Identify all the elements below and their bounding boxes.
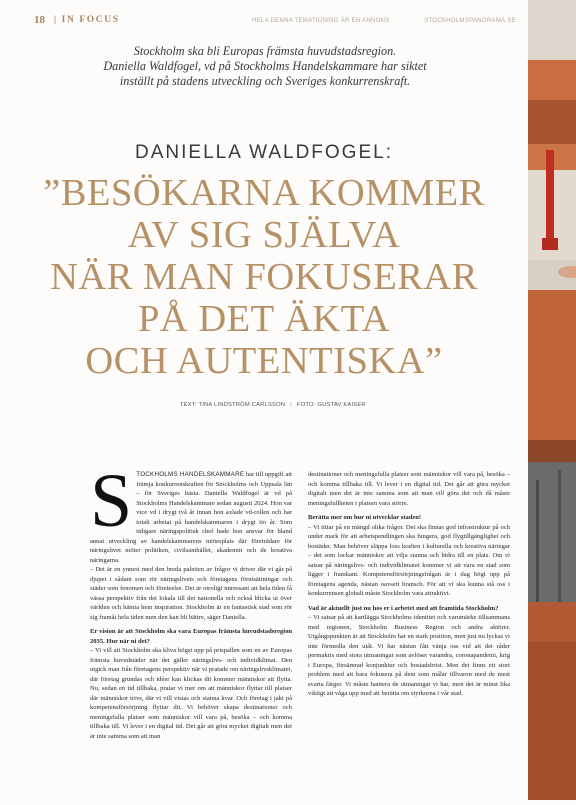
header-disclaimer: HELA DENNA TEMATIDNING ÄR EN ANNONS (252, 18, 390, 24)
section-label: | IN FOCUS (54, 15, 120, 25)
headline-line: OCH AUTENTISKA” (85, 340, 443, 382)
running-header (34, 14, 518, 29)
intro-line: inställt på stadens utveckling och Sveriges konkurrenskraft. (119, 74, 411, 88)
interview-answer: – Vi satsar på att kartlägga Stockholms identitet och varumärke tillsammans med regionen, Stockholm Business Region och andra aktörer. Utgångspunkten är att Stockholm har en stark position, men just nu lyckas vi inte förmedla den utåt. Vi har nästan fått vänja oss vid att det råder permakris med stora utmaningar som avlöser varandra, coronapandemi, krig i Europa, försämrad konjunktur och bostadsbrist. Men det finns ett stort problem med att bara fokusera på dem som målar tillvaron med de mest svarta färger. Vi måste hantera de utmaningar vi har, men det är minst lika viktigt att våga upp med att berätta om styrkorna i vår stad. (308, 614, 510, 697)
intro-line: Stockholm ska bli Europas främsta huvudstadsregion. (133, 44, 397, 58)
text-credit: TEXT: TINA LINDSTRÖM CARLSSON (180, 402, 286, 408)
headline-quote (0, 172, 528, 382)
drop-cap: S (90, 459, 133, 543)
interview-question: Vad är aktuellt just nu hos er i arbetet med att framtida Stockholm? (308, 604, 499, 612)
interview-answer-continued: destinationer och meningsfulla platser som människor vill vara på, besöka – och komma tillbaka till. Vi lever i en digital tid. Det går att göra mycket digitalt men det är inte samma som att man vill göra det och då måste meningsfullheten i platsen vara större. (308, 471, 510, 507)
body-column-left (90, 459, 292, 740)
interview-question: Er vision är att Stockholm ska vara Europas främsta huvudstadsregion 2035. Hur når ni det? (90, 628, 292, 645)
emphasis: vill (435, 490, 445, 497)
intro-text (60, 44, 470, 89)
photo-illustration (528, 0, 576, 800)
header-website: STOCKHOLMSPANORAMA.SE (424, 18, 516, 24)
lead-paragraph (90, 459, 292, 565)
body-column-right (308, 470, 510, 699)
headline-line: AV SIG SJÄLVA (127, 214, 401, 256)
intro-line: Daniella Waldfogel, vd på Stockholms Handelskammare har siktet (103, 59, 427, 73)
body-text: göra det och då måste meningsfullheten i platsen vara större. (308, 490, 510, 507)
headline-line: ”BESÖKARNA KOMMER (43, 172, 485, 214)
interview-answer: – Vi vill att Stockholm ska kliva högst upp på prispallen som en av Europas främsta huvudstäder när det gäller näringslivs- och individklimat. Den utgick man från företagens perspektiv när vi pratade om näringslivsklimatet, där företag grundas och idéer kan klickas dit kommer människor att flytta. Nu, sedan en tid tillbaka, pratar vi mer om att människor flyttar till platser där människor trivs, där vi vill vistas och stanna kvar. Och företag i jakt på kompetensförsörjning flyttar dit. Vi behöver skapa destinationer och meningsfulla platser som människor vill vara på, besöka – och komma tillbaka till. Vi lever i en digital tid. Det går att göra mycket digitalt men det är inte samma som att man (90, 647, 292, 740)
page-number: 18 (34, 14, 45, 26)
body-paragraph: – Det är en ynnest med den breda paletten av frågor vi driver där vi går på djupet i sådant som rör näringslivets och företagens förutsättningar och städer som fenomen och företeelse. Det är otroligt intressant att hela tiden få vässa perspektiv från det lokala till det nationella och också blicka ut över världen och hämta hem inspiration. Stockholm är en fantastisk stad som rör sig framåt hela tiden men den kan bli bättre, säger Daniella. (90, 566, 292, 621)
portrait-photo (528, 0, 576, 800)
headline-line: PÅ DET ÄKTA (138, 298, 390, 340)
interview-answer: – Vi tittar på en mängd olika frågor. Det ska finnas god infrastruktur på och under mark för att arbetspendlingen ska fungera, god flygtillgänglighet och bostäder. Man behöver släppa loss kraften i kulturella och kreativa näringar – det som lockar människor att vilja stanna och bidra till en plats. Om vi satsar på näringslivs- och individklimatet kommer vi att vara en stad som ligger i framkant. Kompetensförsörjningsfrågan är i dag högt upp på företagens agenda, nästan oavsett bransch. För att vi ska kunna stå oss i konkurrensen globalt måste Stockholm vara attraktivt. (308, 523, 510, 597)
lead-caps: TOCKHOLMS HANDELSKAMMARE (136, 471, 245, 478)
interviewee-name: DANIELLA WALDFOGEL: (135, 142, 393, 163)
byline: TEXT: TINA LINDSTRÖM CARLSSON | FOTO: GUSTAV KAISER (180, 402, 366, 408)
photo-credit: FOTO: GUSTAV KAISER (296, 402, 366, 408)
body-text: har till uppgift att främja konkurrenskraften för Stockholms och Uppsala län – för Sveriges bästa. Daniella Waldfogel är vd på Stockholms Handelskammare sedan augusti 2024. Hon var vice vd i drygt två år innan hon axlade vd-rollen och har totalt arbetat på handelskammaren i drygt tio år. Som tidigare näringspolitisk chef hade hon ansvar för bland annat utveckling av handelskammarens mötesplats där företrädare för näringslivet möter politiken, civilsamhället, akademin och de kreativa näringarna. (90, 471, 292, 564)
section-name: IN FOCUS (61, 15, 120, 25)
headline-line: NÄR MAN FOKUSERAR (50, 256, 478, 298)
interview-question: Berätta mer om hur ni utvecklar staden! (308, 514, 422, 521)
